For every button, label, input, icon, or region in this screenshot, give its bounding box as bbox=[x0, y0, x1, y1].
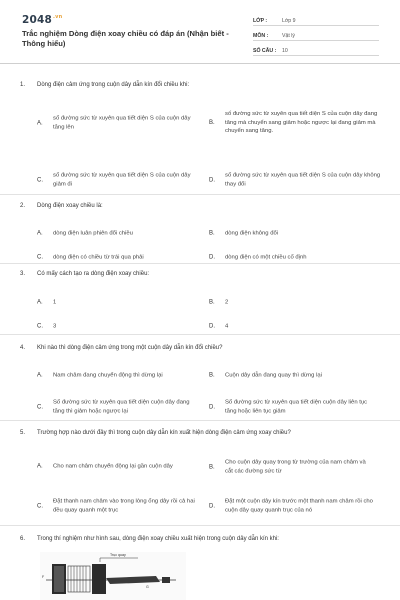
question-prompt: Dòng điện xoay chiều là: bbox=[37, 203, 103, 209]
question-prompt: Dòng điện cảm ứng trong cuộn dây dẫn kín đổi chiều khi: bbox=[37, 82, 190, 88]
question-text bbox=[20, 535, 382, 543]
question-text bbox=[20, 81, 382, 89]
logo-tld: .vn bbox=[53, 14, 63, 20]
option-d[interactable] bbox=[209, 171, 381, 188]
option-letter: D. bbox=[209, 177, 215, 183]
question-text bbox=[20, 429, 382, 437]
question-number: 1. bbox=[20, 82, 26, 88]
meta-value: 10 bbox=[282, 48, 288, 54]
option-text: số đường sức từ xuyên qua tiết diện S của cuộn dây tăng lên bbox=[53, 115, 191, 130]
meta-label: MÔN : bbox=[253, 33, 269, 39]
option-text: 4 bbox=[225, 323, 229, 330]
question-prompt: Khi nào thì dòng điện cảm ứng trong một cuộn dây dẫn kín đổi chiều? bbox=[37, 345, 223, 351]
option-letter: C. bbox=[37, 503, 43, 509]
option-text: Nam châm đang chuyển động thì dừng lại bbox=[53, 372, 163, 379]
meta-value: Vật lý bbox=[282, 33, 295, 39]
option-text: dòng điện có một chiều cố định bbox=[225, 254, 307, 261]
option-text: 3 bbox=[53, 323, 57, 330]
option-d[interactable] bbox=[209, 497, 381, 514]
document-meta bbox=[253, 13, 379, 58]
magnet-pole-left-inner bbox=[54, 566, 64, 592]
question-5 bbox=[20, 429, 382, 513]
question-divider bbox=[0, 263, 400, 264]
question-divider bbox=[0, 420, 400, 421]
option-text: Đặt thanh nam châm vào trong lòng ống dây rồi cả hai đều quay quanh một trục bbox=[53, 498, 195, 513]
option-text: Đặt một cuộn dây kín trước một thanh nam châm rồi cho cuộn dây quay quanh trục của nó bbox=[225, 498, 373, 513]
question-divider bbox=[0, 334, 400, 335]
question-6 bbox=[20, 535, 382, 543]
question-3 bbox=[20, 270, 382, 330]
question-number: 5. bbox=[20, 430, 26, 436]
question-number: 6. bbox=[20, 536, 26, 542]
label-rotation-axis: Trục quay bbox=[110, 553, 126, 557]
option-letter: D. bbox=[209, 503, 215, 509]
option-b[interactable] bbox=[209, 299, 381, 308]
experiment-figure bbox=[38, 552, 188, 600]
question-number: 4. bbox=[20, 345, 26, 351]
option-letter: A. bbox=[37, 464, 43, 470]
option-text: Số đường sức từ xuyên qua tiết diện cuộn dây liên tục tăng hoặc liên tục giảm bbox=[225, 399, 368, 414]
option-b[interactable] bbox=[209, 372, 381, 381]
option-letter: B. bbox=[209, 120, 215, 126]
option-d[interactable] bbox=[209, 323, 381, 332]
option-letter: A. bbox=[37, 120, 43, 126]
option-letter: B. bbox=[209, 373, 215, 379]
option-text: dòng điện có chiều từ trái qua phải bbox=[53, 254, 144, 261]
option-text: 1 bbox=[53, 299, 57, 306]
option-letter: D. bbox=[209, 255, 215, 261]
option-d[interactable] bbox=[209, 398, 381, 415]
option-text: Cho nam châm chuyển động lại gần cuộn dây bbox=[53, 463, 173, 470]
option-letter: C. bbox=[37, 255, 43, 261]
question-text bbox=[20, 202, 382, 210]
option-a[interactable] bbox=[37, 463, 209, 472]
option-letter: C. bbox=[37, 177, 43, 183]
option-a[interactable] bbox=[37, 114, 209, 131]
option-a[interactable] bbox=[37, 230, 209, 239]
question-4 bbox=[20, 344, 382, 414]
option-c[interactable] bbox=[37, 254, 209, 263]
option-letter: A. bbox=[37, 231, 43, 237]
document-title: Trắc nghiệm Dòng điện xoay chiều có đáp án (Nhận biết - Thông hiểu) bbox=[22, 29, 229, 48]
option-c[interactable] bbox=[37, 323, 209, 332]
meta-label: LỚP : bbox=[253, 18, 268, 24]
option-letter: A. bbox=[37, 373, 43, 379]
option-a[interactable] bbox=[37, 372, 209, 381]
question-text bbox=[20, 344, 382, 352]
question-divider bbox=[0, 525, 400, 526]
option-letter: B. bbox=[209, 231, 215, 237]
label-right: G bbox=[146, 585, 149, 589]
question-divider bbox=[0, 194, 400, 195]
option-letter: B. bbox=[209, 464, 215, 470]
option-text: Cho cuộn dây quay trong từ trường của nam châm và cắt các đường sức từ bbox=[225, 459, 366, 474]
option-c[interactable] bbox=[37, 398, 209, 415]
meta-row-count bbox=[253, 43, 379, 56]
generator-diagram bbox=[38, 552, 188, 600]
option-text: dòng điện luân phiên đổi chiều bbox=[53, 230, 133, 237]
question-prompt: Trường hợp nào dưới đây thì trong cuộn dây dẫn kín xuất hiện dòng điện cảm ứng xoay chiều? bbox=[37, 430, 291, 436]
meta-row-subject bbox=[253, 28, 379, 41]
option-text: số đường sức từ xuyên qua tiết diện S của cuộn dây không thay đổi bbox=[225, 172, 381, 187]
meta-row-class bbox=[253, 13, 379, 26]
question-prompt: Có mấy cách tạo ra dòng điện xoay chiều: bbox=[37, 271, 150, 277]
axis-end bbox=[162, 577, 170, 583]
option-letter: D. bbox=[209, 404, 215, 410]
option-b[interactable] bbox=[209, 110, 381, 136]
option-letter: D. bbox=[209, 324, 215, 330]
option-letter: C. bbox=[37, 404, 43, 410]
option-b[interactable] bbox=[209, 230, 381, 239]
question-prompt: Trong thí nghiệm như hình sau, dòng điện xoay chiều xuất hiện trong cuộn dây dẫn kín khi: bbox=[37, 536, 279, 542]
question-2 bbox=[20, 202, 382, 261]
option-letter: C. bbox=[37, 324, 43, 330]
option-letter: B. bbox=[209, 300, 215, 306]
option-d[interactable] bbox=[209, 254, 381, 263]
document-header bbox=[0, 0, 400, 63]
label-left: F bbox=[42, 575, 45, 579]
option-b[interactable] bbox=[209, 458, 381, 475]
option-text: Số đường sức từ xuyên qua tiết diện cuộn dây đang tăng thì giảm hoặc ngược lại bbox=[53, 399, 190, 414]
option-text: 2 bbox=[225, 299, 229, 306]
meta-label: SỐ CÂU : bbox=[253, 48, 277, 54]
logo-text: 2048 bbox=[22, 14, 53, 26]
option-text: số đường sức từ xuyên qua tiết diện S của cuộn dây đang tăng mà chuyển sang giảm hoặc ngược lại đang giảm mà chuyển sang tăng. bbox=[225, 111, 378, 135]
option-text: dòng điện không đổi bbox=[225, 230, 279, 237]
option-c[interactable] bbox=[37, 171, 209, 188]
question-1 bbox=[20, 81, 382, 187]
option-text: số đường sức từ xuyên qua tiết diện S của cuộn dây giảm đi bbox=[53, 172, 191, 187]
question-number: 2. bbox=[20, 203, 26, 209]
header-divider bbox=[0, 63, 400, 64]
option-a[interactable] bbox=[37, 299, 209, 308]
option-letter: A. bbox=[37, 300, 43, 306]
magnet-pole-right bbox=[92, 564, 106, 594]
question-number: 3. bbox=[20, 271, 26, 277]
option-text: Cuộn dây dẫn đang quay thì dừng lại bbox=[225, 372, 322, 379]
meta-value: Lớp 9 bbox=[282, 18, 296, 24]
option-c[interactable] bbox=[37, 497, 209, 514]
question-text bbox=[20, 270, 382, 278]
